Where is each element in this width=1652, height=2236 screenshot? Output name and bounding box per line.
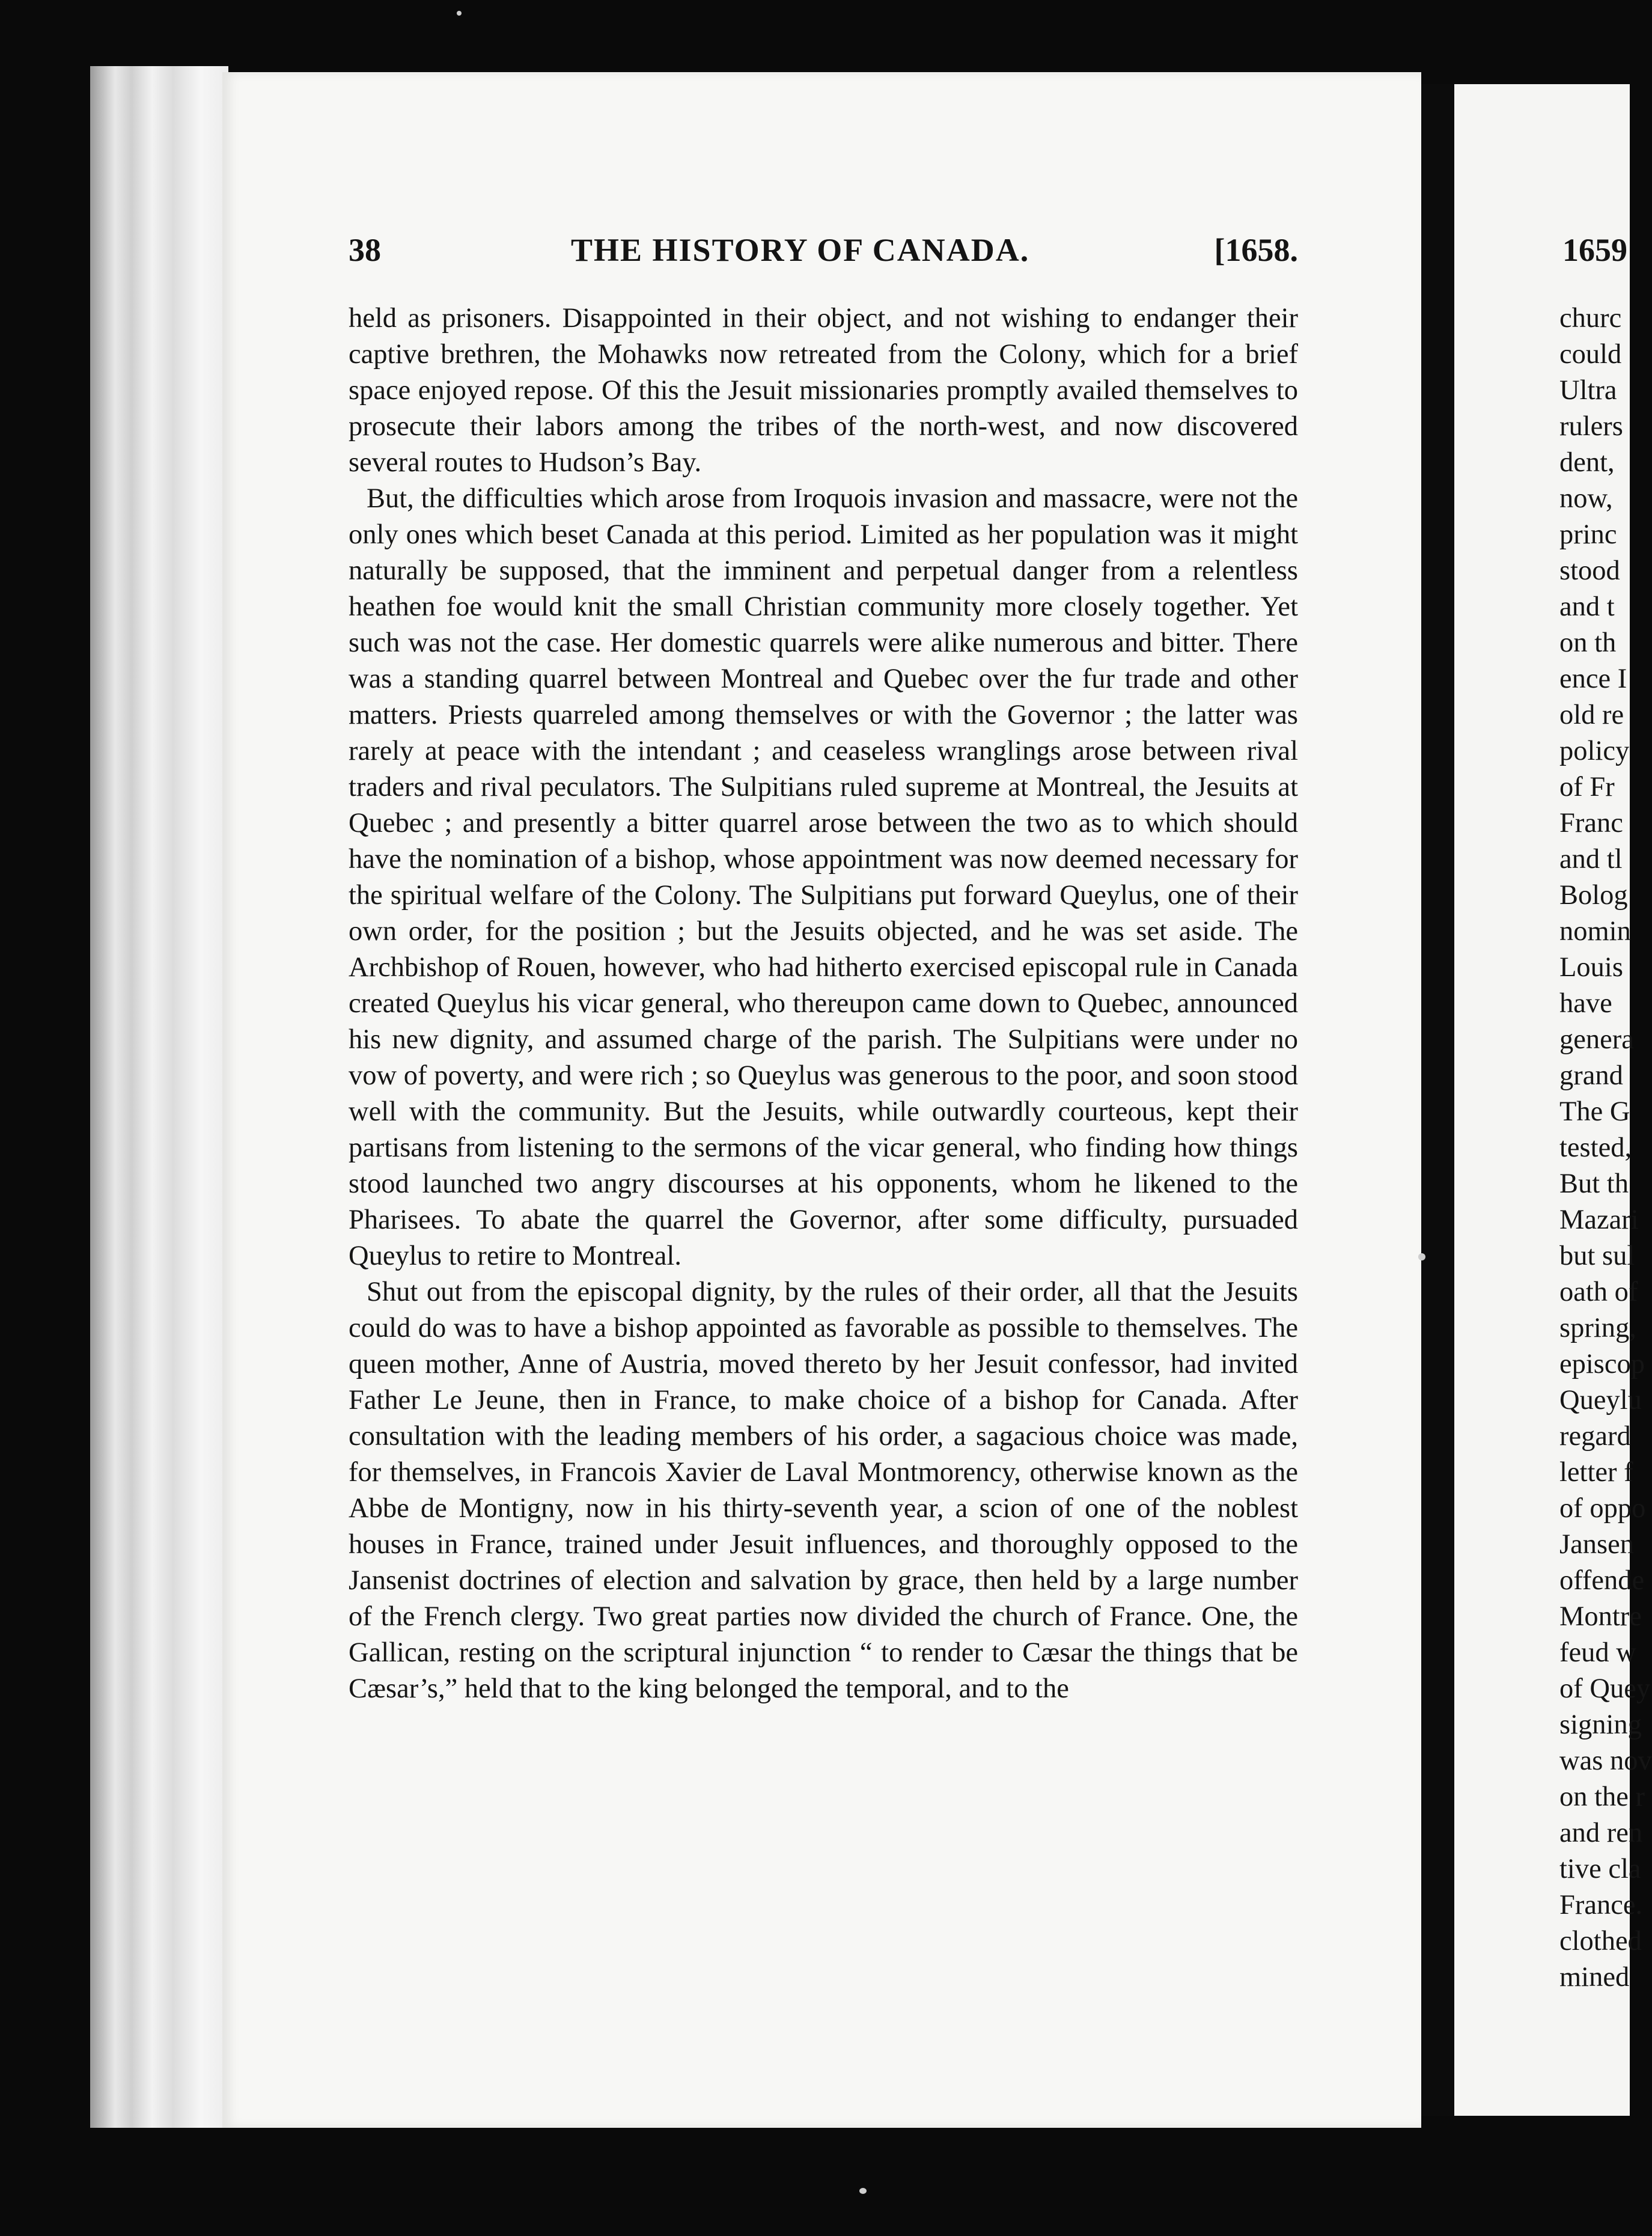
right-page-line: stood <box>1559 555 1620 586</box>
right-page-line: could <box>1559 339 1622 370</box>
right-page-line: feud w <box>1559 1637 1636 1668</box>
right-page-line: signing <box>1559 1709 1642 1740</box>
right-page-line: But th <box>1559 1168 1629 1199</box>
running-title: THE HISTORY OF CANADA. <box>571 232 1030 268</box>
right-page-line: have <box>1559 988 1612 1019</box>
right-page-line: spring, <box>1559 1313 1636 1343</box>
right-page-line: churc <box>1559 303 1622 334</box>
right-page-line: but sul <box>1559 1241 1635 1271</box>
right-page-line: and t <box>1559 591 1615 622</box>
right-page-line: now, <box>1559 483 1613 514</box>
right-page-line: The G <box>1559 1096 1630 1127</box>
right-page-line: old re <box>1559 700 1624 730</box>
right-page-line: tive cla <box>1559 1854 1641 1884</box>
paragraph-1: held as prisoners. Disappointed in their object, and not wishing to endanger their captive brethren, the Mohawks now retreated from the Colony, which for a brief space enjoyed repose. Of this the Jesuit missionaries promptly availed themselves to prosecute their labors among the tribes of the north-west, and now discovered several routes to Hudson’s Bay. <box>349 303 1298 478</box>
running-year: [1658. <box>1214 232 1298 268</box>
right-page-line: dent, <box>1559 447 1615 478</box>
scan-speck <box>1418 1253 1425 1260</box>
right-page-line: Louis <box>1559 952 1623 983</box>
page-edge-strip <box>90 66 228 2128</box>
right-page-line: episcop <box>1559 1349 1645 1379</box>
right-page-line: rulers <box>1559 411 1623 442</box>
right-page-line: oath of <box>1559 1277 1638 1307</box>
paragraph-2: But, the difficulties which arose from Iroquois invasion and massacre, were not the only ones which beset Canada at this period. Limited as her population was it might naturally be supposed, that the imminent and perpetual danger from a relentless heathen foe would knit the small Christian community more closely together. Yet such was not the case. Her domestic quarrels were alike numerous and bitter. There was a standing quarrel between Montreal and Quebec over the fur trade and other matters. Priests quarreled among themselves or with the Governor ; the latter was rarely at peace with the intendant ; and ceaseless wranglings arose between rival traders and rival peculators. The Sulpitians ruled supreme at Montreal, the Jesuits at Quebec ; and presently a bitter quarrel arose between the two as to which should have the nomination of a bishop, whose appointment was now deemed necessary for the spiritual welfare of the Colony. The Sulpitians put forward Queylus, one of their own order, for the position ; but the Jesuits objected, and he was set aside. The Archbishop of Rouen, however, who had hitherto exercised episcopal rule in Canada created Queylus his vicar general, who thereupon came down to Quebec, announced his new dignity, and assumed charge of the parish. The Sulpitians were under no vow of poverty, and were rich ; so Queylus was generous to the poor, and soon stood well with the community. But the Jesuits, while outwardly courteous, kept their partisans from listening to the sermons of the vicar general, who finding how things stood launched two angry discourses at his opponents, whom he likened to the Pharisees. To abate the quarrel the Governor, after some difficulty, pursuaded Queylus to retire to Montreal. <box>349 483 1298 1271</box>
right-page-line: grand <box>1559 1060 1623 1091</box>
right-page-line: and ren <box>1559 1818 1643 1848</box>
right-page-line: Jansen <box>1559 1529 1634 1560</box>
right-page-line: ence I <box>1559 664 1627 694</box>
right-page-line: regard <box>1559 1421 1631 1452</box>
right-page-line: princ <box>1559 519 1617 550</box>
running-head <box>349 231 1298 273</box>
right-page-line: clothed <box>1559 1926 1642 1956</box>
right-page-line: of oppo <box>1559 1493 1646 1524</box>
right-page-line: Montre <box>1559 1601 1642 1632</box>
right-page-line: on the r <box>1559 1782 1645 1812</box>
right-page-line: France. <box>1559 1890 1643 1920</box>
right-page-line: on th <box>1559 628 1617 658</box>
body-text <box>349 301 1298 1707</box>
right-page-line: of Fr <box>1559 772 1615 802</box>
scan-speck <box>859 2188 867 2194</box>
right-page-year: 1659 <box>1562 232 1627 268</box>
right-page-line: of Quey <box>1559 1673 1651 1704</box>
right-page-line: policy <box>1559 736 1630 766</box>
right-page-line: tested, <box>1559 1132 1632 1163</box>
right-page-line: nomin <box>1559 916 1631 947</box>
right-page-line: offende <box>1559 1565 1645 1596</box>
right-page-line: genera <box>1559 1024 1634 1055</box>
book-gutter <box>1421 84 1454 2116</box>
right-page-line: Mazari <box>1559 1205 1639 1235</box>
right-page-line: Queylu <box>1559 1385 1642 1416</box>
right-page-line: was nov <box>1559 1746 1652 1776</box>
right-page-line: mined <box>1559 1962 1630 1993</box>
right-page-line: and tl <box>1559 844 1623 875</box>
right-page-line: Bolog <box>1559 880 1628 911</box>
right-page-line: Franc <box>1559 808 1623 838</box>
paragraph-3: Shut out from the episcopal dignity, by the rules of their order, all that the Jesuits could do was to have a bishop appointed as favorable as possible to themselves. The queen mother, Anne of Austria, moved thereto by her Jesuit confessor, had invited Father Le Jeune, then in France, to make choice of a bishop for Canada. After consultation with the leading members of his order, a sagacious choice was made, for themselves, in Francois Xavier de Laval Montmorency, otherwise known as the Abbe de Montigny, now in his thirty-seventh year, a scion of one of the noblest houses in France, trained under Jesuit influences, and thoroughly opposed to the Jansenist doctrines of election and salvation by grace, then held by a large number of the French clergy. Two great parties now divided the church of France. One, the Gallican, resting on the scriptural injunction “ to render to Cæsar the things that be Cæsar’s,” held that to the king belonged the temporal, and to the <box>349 1277 1298 1704</box>
scan-speck <box>457 11 462 16</box>
right-page-text-fragments <box>1559 301 1652 1996</box>
right-page-line: letter f <box>1559 1457 1633 1488</box>
page-number: 38 <box>349 232 381 268</box>
right-page-line: Ultra <box>1559 375 1617 406</box>
